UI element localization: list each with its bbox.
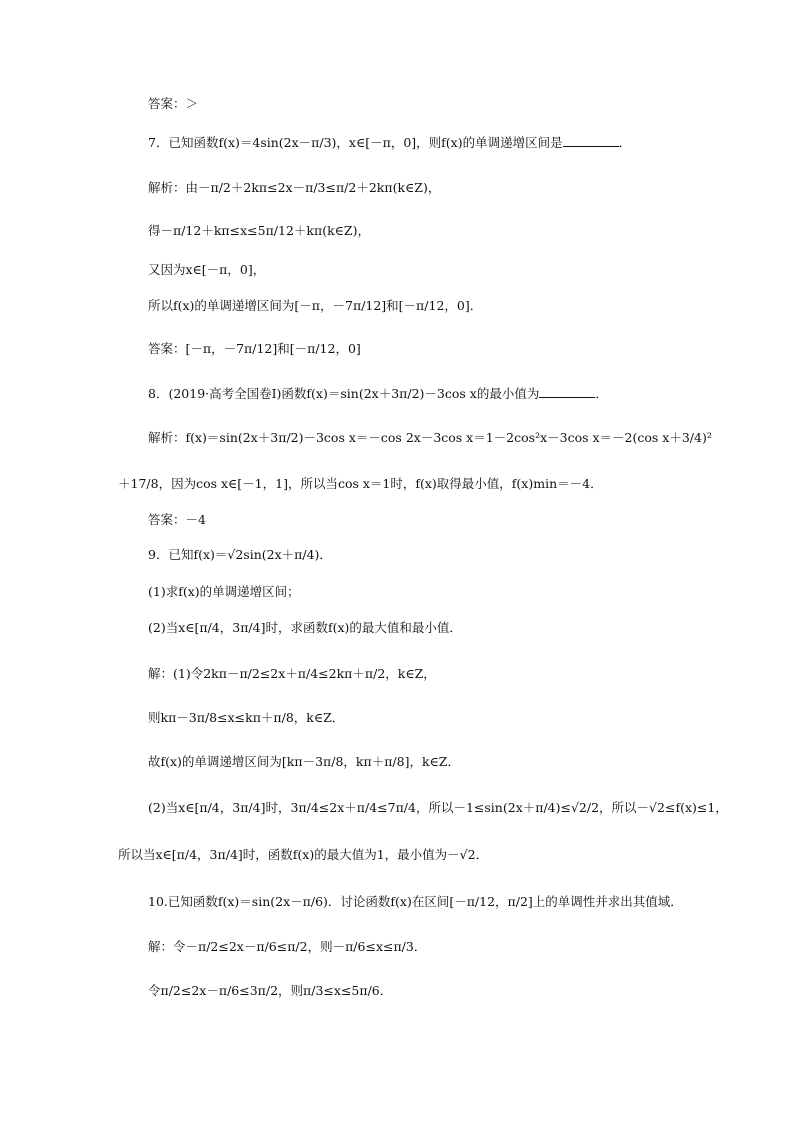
question-9-part-2: (2)当x∈[π/4，3π/4]时，求函数f(x)的最大值和最小值． [148,620,462,635]
solution-8-line-2: ＋17/8，因为cos x∈[－1，1]，所以当cos x＝1时，f(x)取得最小值，f(x)min＝－4． [118,476,603,491]
answer-blank [539,397,595,398]
question-7: 7．已知函数f(x)＝4sin(2x－π/3)，x∈[－π，0]，则f(x)的单调递增区间是 ． [148,135,632,150]
solution-10-line-2: 令π/2≤2x－π/6≤3π/2，则π/3≤x≤5π/6． [148,983,393,998]
solution-9-line-3: 故f(x)的单调递增区间为[kπ－3π/8，kπ＋π/8]，k∈Z． [148,754,460,769]
solution-9-line-4: (2)当x∈[π/4，3π/4]时，3π/4≤2x＋π/4≤7π/4，所以－1≤sin(2x＋π/4)≤√2/2，所以－√2≤f(x)≤1， [148,800,728,815]
solution-7-line-4: 所以f(x)的单调递增区间为[－π，－7π/12]和[－π/12，0]． [148,298,483,313]
answer-8: 答案：－4 [148,512,206,527]
answer-7: 答案：[－π，－7π/12]和[－π/12，0] [148,341,361,356]
solution-7-line-1: 解析：由－π/2＋2kπ≤2x－π/3≤π/2＋2kπ(k∈Z)， [148,180,441,195]
solution-7-line-2: 得－π/12＋kπ≤x≤5π/12＋kπ(k∈Z)， [148,223,370,238]
question-9-part-1: (1)求f(x)的单调递增区间； [148,584,300,599]
solution-9-line-5: 所以当x∈[π/4，3π/4]时，函数f(x)的最大值为1，最小值为－√2． [118,847,489,862]
solution-9-line-2: 则kπ－3π/8≤x≤kπ＋π/8，k∈Z． [148,710,345,725]
question-8: 8．(2019·高考全国卷Ⅰ)函数f(x)＝sin(2x＋3π/2)－3cos x的最小值为 ． [148,386,608,401]
question-10: 10.已知函数f(x)＝sin(2x－π/6)．讨论函数f(x)在区间[－π/12，π/2]上的单调性并求出其值域． [148,894,683,909]
answer-6: 答案：＞ [148,96,199,111]
answer-blank [563,146,619,147]
solution-7-line-3: 又因为x∈[－π，0]， [148,262,266,277]
question-9: 9．已知f(x)＝√2sin(2x＋π/4)． [148,547,332,562]
solution-9-line-1: 解：(1)令2kπ－π/2≤2x＋π/4≤2kπ＋π/2，k∈Z， [148,666,436,681]
solution-10-line-1: 解：令－π/2≤2x－π/6≤π/2，则－π/6≤x≤π/3． [148,939,427,954]
solution-8-line-1: 解析：f(x)＝sin(2x＋3π/2)－3cos x＝－cos 2x－3cos x＝1－2cos²x－3cos x＝－2(cos x＋3/4)² [148,430,712,445]
